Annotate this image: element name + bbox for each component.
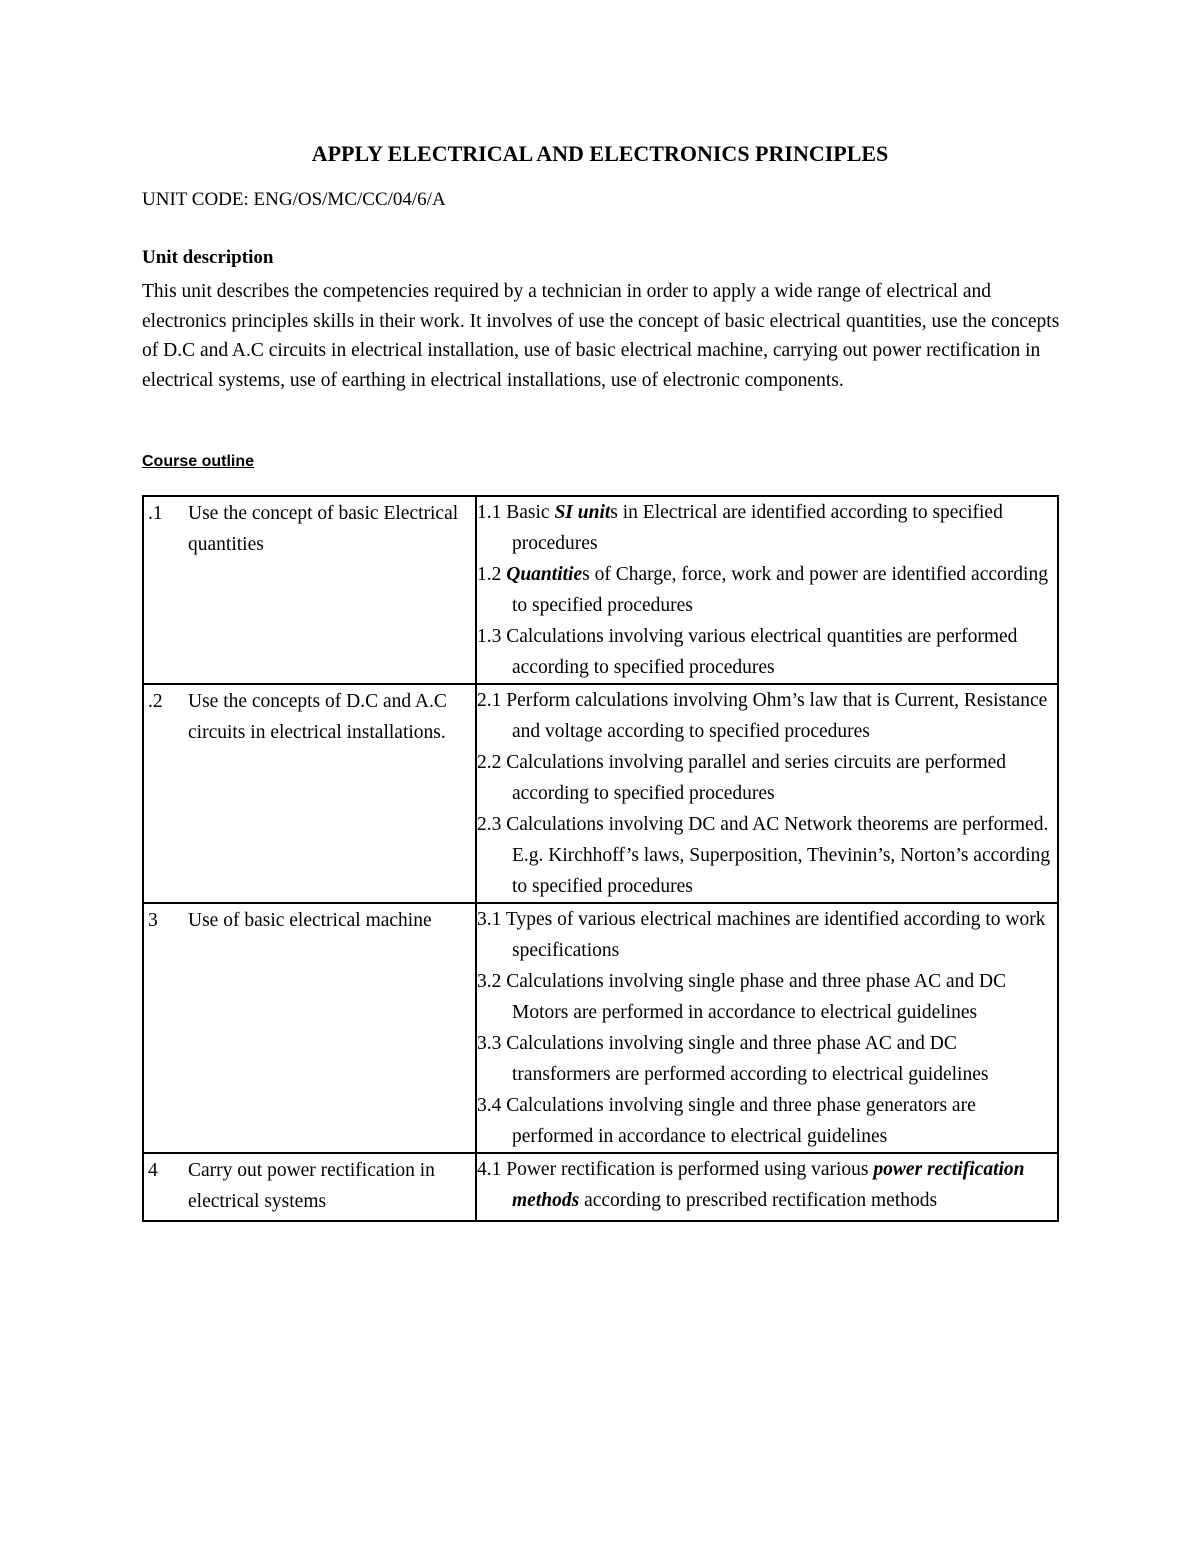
- performance-criterion: [477, 497, 1057, 559]
- performance-criterion: [477, 621, 1057, 683]
- element-topic: Carry out power rectification in electrical systems: [188, 1160, 435, 1212]
- criterion-text-pre: 1.3 Calculations involving various electrical quantities are performed according to specified procedures: [477, 626, 1018, 678]
- unit-description-text: This unit describes the competencies required by a technician in order to apply a wide range of electrical and electronics principles skills in their work. It involves of use the concept of basic electrical quantities, use the concepts of D.C and A.C circuits in electrical installation, use of basic electrical machine, carrying out power rectification in electrical systems, use of earthing in electrical installations, use of electronic components.: [142, 281, 1060, 391]
- unit-code: UNIT CODE: ENG/OS/MC/CC/04/6/A: [142, 189, 446, 210]
- performance-criteria-cell: [476, 496, 1058, 684]
- element-wrapper: [144, 497, 475, 563]
- criterion-text-pre: 2.1 Perform calculations involving Ohm’s law that is Current, Resistance and voltage according to specified procedures: [477, 690, 1048, 742]
- criterion-text-pre: 4.1 Power rectification is performed using various: [477, 1159, 874, 1180]
- element-number: .1: [148, 503, 163, 524]
- performance-criterion: [477, 685, 1057, 747]
- performance-criterion: [477, 1154, 1057, 1216]
- element-wrapper: [144, 904, 475, 939]
- element-cell: [143, 1153, 476, 1221]
- criterion-text-pre: 2.2 Calculations involving parallel and series circuits are performed according to specified procedures: [477, 752, 1007, 804]
- element-topic: Use of basic electrical machine: [188, 910, 432, 931]
- course-outline-heading: Course outline: [142, 453, 255, 470]
- criterion-text-em: Quantitie: [506, 564, 583, 585]
- element-topic: Use the concepts of D.C and A.C circuits in electrical installations.: [188, 691, 447, 743]
- criterion-text-pre: 3.4 Calculations involving single and three phase generators are performed in accordance to electrical guidelines: [477, 1095, 976, 1147]
- performance-criteria-cell: [476, 1153, 1058, 1221]
- element-wrapper: [144, 685, 475, 751]
- outline-row: [143, 903, 1058, 1153]
- criterion-text-pre: 3.3 Calculations involving single and three phase AC and DC transformers are performed according to electrical guidelines: [477, 1033, 989, 1085]
- criterion-text-pre: 3.1 Types of various electrical machines are identified according to work specifications: [477, 909, 1046, 961]
- element-cell: [143, 903, 476, 1153]
- criterion-text-post: s of Charge, force, work and power are identified according to specified procedures: [512, 564, 1048, 616]
- performance-criterion: [477, 1028, 1057, 1090]
- outline-row: [143, 496, 1058, 684]
- criterion-text-em: power rectification methods: [512, 1159, 1025, 1211]
- criterion-text-post: s in Electrical are identified according to specified procedures: [512, 502, 1003, 554]
- course-outline-table: [142, 495, 1059, 1222]
- element-number: .2: [148, 691, 163, 712]
- element-wrapper: [144, 1154, 475, 1220]
- performance-criterion: [477, 559, 1057, 621]
- unit-description-heading: Unit description: [142, 247, 274, 268]
- performance-criterion: [477, 904, 1057, 966]
- element-number: 3: [148, 910, 158, 931]
- element-cell: [143, 496, 476, 684]
- performance-criteria-cell: [476, 903, 1058, 1153]
- criterion-text-pre: 1.2: [477, 564, 507, 585]
- course-outline-body: [143, 496, 1058, 1221]
- element-number: 4: [148, 1160, 158, 1181]
- criterion-text-pre: 3.2 Calculations involving single phase and three phase AC and DC Motors are performed in accordance to electrical guidelines: [477, 971, 1007, 1023]
- performance-criterion: [477, 966, 1057, 1028]
- element-cell: [143, 684, 476, 903]
- criterion-text-pre: 2.3 Calculations involving DC and AC Network theorems are performed. E.g. Kirchhoff’s laws, Superposition, Thevinin’s, Norton’s according to specified procedures: [477, 814, 1051, 897]
- performance-criteria-cell: [476, 684, 1058, 903]
- outline-row: [143, 684, 1058, 903]
- element-topic: Use the concept of basic Electrical quantities: [188, 503, 459, 555]
- performance-criterion: [477, 809, 1057, 902]
- performance-criterion: [477, 1090, 1057, 1152]
- document-title: APPLY ELECTRICAL AND ELECTRONICS PRINCIPLES: [311, 141, 889, 166]
- outline-row: [143, 1153, 1058, 1221]
- performance-criterion: [477, 747, 1057, 809]
- criterion-text-em: SI unit: [554, 502, 611, 523]
- criterion-text-pre: 1.1 Basic: [477, 502, 555, 523]
- criterion-text-post: according to prescribed rectification methods: [579, 1190, 938, 1211]
